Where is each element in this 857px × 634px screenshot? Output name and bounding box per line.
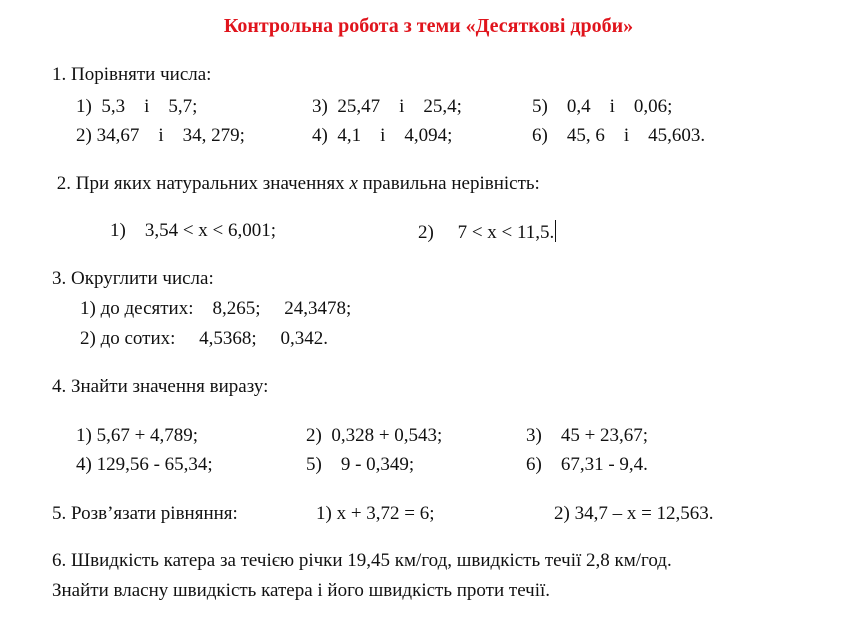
task1-item-5: 5) 0,4 і 0,06; bbox=[532, 96, 673, 117]
task1-heading: 1. Порівняти числа: bbox=[52, 64, 212, 85]
task1-item-6: 6) 45, 6 і 45,603. bbox=[532, 125, 706, 146]
task2-item-2 bbox=[418, 220, 556, 244]
task4-item-3: 3) 45 + 23,67; bbox=[526, 425, 649, 446]
task2-variable: x bbox=[349, 173, 358, 194]
task3-item-2: 2) до сотих: 4,5368; 0,342. bbox=[80, 328, 328, 349]
task2-heading-text: 2. При яких натуральних значеннях bbox=[52, 173, 350, 194]
task1-item-4: 4) 4,1 і 4,094; bbox=[312, 125, 453, 146]
task5-equation-1: 1) x + 3,72 = 6; bbox=[316, 503, 435, 524]
task5-heading: 5. Розв’язати рівняння: bbox=[52, 503, 238, 524]
task2-heading-tail: правильна нерівність: bbox=[357, 173, 540, 194]
task2-item-2-text: 2) 7 < x < 11,5. bbox=[418, 222, 555, 243]
text-cursor bbox=[555, 220, 556, 242]
task3-heading: 3. Округлити числа: bbox=[52, 268, 214, 289]
task4-item-2: 2) 0,328 + 0,543; bbox=[306, 425, 443, 446]
task4-item-6: 6) 67,31 - 9,4. bbox=[526, 454, 648, 475]
task2-heading bbox=[52, 173, 540, 195]
task6-line-2: Знайти власну швидкість катера і його швидкість проти течії. bbox=[52, 580, 551, 601]
task1-item-1: 1) 5,3 і 5,7; bbox=[76, 96, 198, 117]
task1-item-2: 2) 34,67 і 34, 279; bbox=[76, 125, 245, 146]
task2-item-1: 1) 3,54 < x < 6,001; bbox=[110, 220, 277, 241]
task6-line-1: 6. Швидкість катера за течією річки 19,45 км/год, швидкість течії 2,8 км/год. bbox=[52, 550, 672, 571]
task4-item-4: 4) 129,56 - 65,34; bbox=[76, 454, 213, 475]
page-title: Контрольна робота з теми «Десяткові дроби» bbox=[223, 15, 634, 37]
task5-equation-2: 2) 34,7 – x = 12,563. bbox=[554, 503, 714, 524]
task4-item-5: 5) 9 - 0,349; bbox=[306, 454, 415, 475]
task1-item-3: 3) 25,47 і 25,4; bbox=[312, 96, 462, 117]
task4-heading: 4. Знайти значення виразу: bbox=[52, 376, 269, 397]
task4-item-1: 1) 5,67 + 4,789; bbox=[76, 425, 199, 446]
task3-item-1: 1) до десятих: 8,265; 24,3478; bbox=[80, 298, 352, 319]
